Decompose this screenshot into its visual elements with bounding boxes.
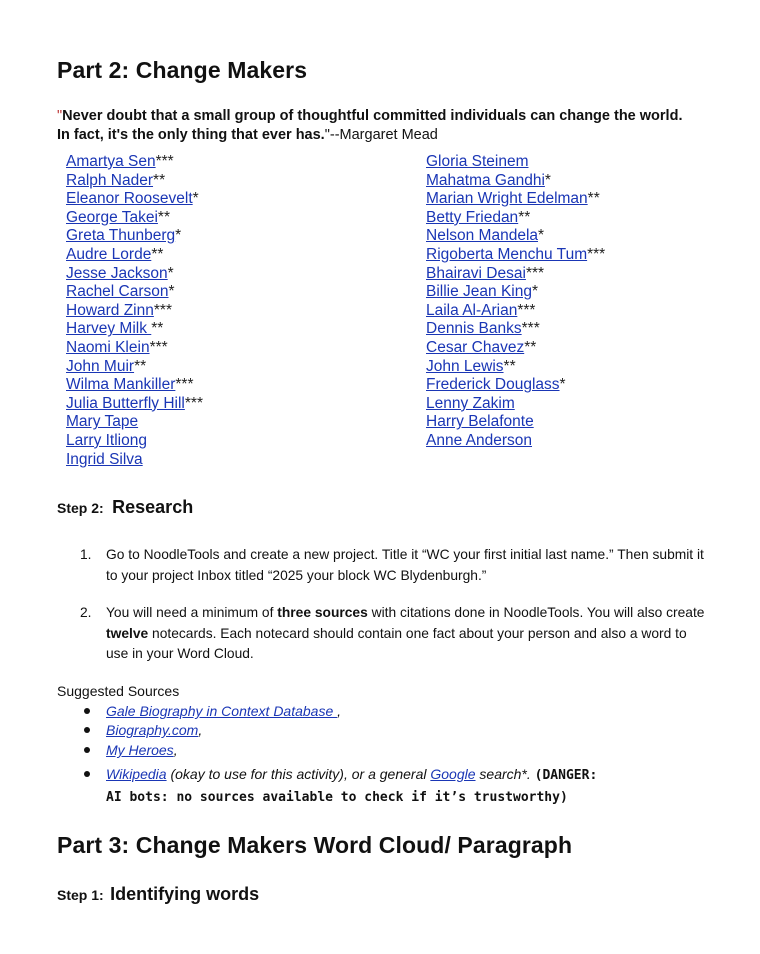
priority-stars: *: [167, 264, 174, 282]
name-link[interactable]: Eleanor Roosevelt: [66, 190, 193, 208]
priority-stars: ***: [517, 301, 536, 319]
source-link-myheroes[interactable]: My Heroes: [106, 742, 174, 758]
name-link[interactable]: Bhairavi Desai: [426, 264, 526, 282]
name-entry: [426, 172, 605, 191]
priority-stars: ***: [155, 153, 174, 170]
step2-title: Research: [112, 497, 194, 517]
step-item-text: Go to NoodleTools and create a new project. Title it “WC your first initial last name.” Then submit it to your project Inbox titled “2025 your block WC Blydenburgh.”: [106, 547, 704, 583]
priority-stars: *: [168, 283, 175, 301]
name-entry: [66, 358, 203, 377]
priority-stars: **: [587, 190, 600, 208]
name-link[interactable]: Harry Belafonte: [426, 413, 534, 431]
name-entry: [66, 432, 203, 451]
priority-stars: *: [538, 227, 545, 245]
name-entry: [426, 227, 605, 246]
name-entry: [426, 395, 605, 414]
name-entry: [66, 451, 203, 470]
name-entry: [426, 432, 605, 451]
name-entry: [426, 190, 605, 209]
name-link[interactable]: Julia Butterfly Hill: [66, 394, 185, 412]
name-link[interactable]: Rachel Carson: [66, 283, 169, 301]
name-entry: [426, 209, 605, 228]
quote-open: ": [57, 108, 63, 124]
name-link[interactable]: Dennis Banks: [426, 320, 522, 338]
name-link[interactable]: Jesse Jackson: [66, 264, 168, 282]
quote-close: ": [324, 127, 330, 143]
source-punct: ,: [173, 742, 178, 758]
name-link[interactable]: Cesar Chavez: [426, 338, 525, 356]
bullet-icon: [84, 747, 90, 753]
name-entry: [66, 302, 203, 321]
name-link[interactable]: Billie Jean King: [426, 283, 532, 301]
name-entry: [66, 395, 203, 414]
priority-stars: ***: [521, 320, 540, 338]
name-link[interactable]: Larry Itliong: [66, 431, 147, 449]
name-link[interactable]: Gloria Steinem: [426, 153, 529, 170]
name-link[interactable]: Naomi Klein: [66, 338, 150, 356]
name-entry: [426, 413, 605, 432]
name-entry: [426, 265, 605, 284]
name-entry: [66, 320, 203, 339]
bullet-icon: [84, 771, 90, 777]
step-text-bold: twelve: [106, 625, 149, 641]
sources-title: Suggested Sources: [57, 683, 180, 699]
name-link[interactable]: Frederick Douglass: [426, 376, 560, 394]
name-entry: [66, 339, 203, 358]
name-entry: [426, 358, 605, 377]
priority-stars: **: [524, 338, 537, 356]
priority-stars: **: [518, 208, 531, 226]
name-link[interactable]: Ingrid Silva: [66, 450, 143, 468]
step-item-number: 1.: [80, 547, 92, 562]
priority-stars: *: [192, 190, 199, 208]
step1-label: Step 1:: [57, 887, 104, 903]
name-link[interactable]: Wilma Mankiller: [66, 376, 176, 394]
name-link[interactable]: John Lewis: [426, 357, 504, 375]
priority-stars: **: [503, 357, 516, 375]
name-entry: [426, 283, 605, 302]
name-link[interactable]: Mary Tape: [66, 413, 139, 431]
priority-stars: *: [175, 227, 182, 245]
name-entry: [426, 376, 605, 395]
name-link[interactable]: Mahatma Gandhi: [426, 171, 545, 189]
priority-stars: *: [531, 283, 539, 301]
names-left-column: [66, 153, 203, 469]
step-text-part: You will need a minimum of: [106, 605, 278, 620]
name-entry: [66, 227, 203, 246]
name-entry: [66, 413, 203, 432]
quote: [57, 107, 697, 145]
name-link[interactable]: Rigoberta Menchu Tum: [426, 245, 588, 263]
source-punct: ,: [198, 722, 203, 738]
danger-label: (DANGER:: [534, 768, 598, 783]
part2-title: Part 2: Change Makers: [57, 57, 308, 83]
name-entry: [426, 320, 605, 339]
priority-stars: ***: [175, 376, 194, 394]
name-entry: [66, 190, 203, 209]
name-link[interactable]: Betty Friedan: [426, 208, 519, 226]
priority-stars: ***: [525, 264, 545, 282]
priority-stars: **: [151, 320, 164, 338]
source-link-google[interactable]: Google: [430, 766, 476, 782]
name-entry: [66, 265, 203, 284]
step1-heading: [57, 884, 259, 905]
names-right-column: [426, 153, 605, 451]
name-link[interactable]: Audre Lorde: [66, 245, 152, 263]
step2-heading: [57, 497, 193, 518]
name-link[interactable]: Harvey Milk: [66, 320, 152, 338]
part3-title: Part 3: Change Makers Word Cloud/ Paragraph: [57, 832, 573, 858]
step-item-text: [106, 603, 706, 665]
step-text-part: with citations done in NoodleTools. You will also create: [367, 605, 705, 620]
priority-stars: ***: [149, 338, 168, 356]
name-link[interactable]: Laila Al-Arian: [426, 301, 518, 319]
name-entry: [66, 246, 203, 265]
quote-attribution: --Margaret Mead: [329, 127, 438, 143]
name-link[interactable]: Lenny Zakim: [426, 394, 515, 412]
source-punct: search*.: [475, 766, 535, 782]
name-entry: [426, 302, 605, 321]
step2-label: Step 2:: [57, 500, 104, 516]
source-link-wikipedia[interactable]: Wikipedia: [106, 766, 167, 782]
name-link[interactable]: Marian Wright Edelman: [426, 190, 588, 208]
priority-stars: *: [544, 171, 551, 189]
priority-stars: **: [153, 171, 166, 189]
bullet-icon: [84, 727, 90, 733]
name-entry: [66, 153, 203, 172]
name-link[interactable]: Howard Zinn: [66, 301, 154, 319]
step-text-part: notecards. Each notecard should contain one fact about your person and also a word to use in your Word Cloud.: [106, 625, 687, 661]
name-link[interactable]: Amartya Sen: [66, 153, 156, 170]
name-link[interactable]: Greta Thunberg: [66, 227, 176, 245]
bullet-icon: [84, 708, 90, 714]
name-entry: [66, 172, 203, 191]
danger-note: AI bots: no sources available to check if it’s trustworthy): [106, 790, 568, 805]
source-note: (okay to use for this activity), or a general: [166, 766, 431, 782]
priority-stars: ***: [184, 394, 203, 412]
source-link-gale[interactable]: Gale Biography in Context Database: [106, 703, 338, 719]
name-entry: [66, 376, 203, 395]
name-entry: [66, 283, 203, 302]
name-entry: [426, 246, 605, 265]
name-link[interactable]: John Muir: [66, 357, 135, 375]
step-text-bold: three sources: [277, 605, 368, 620]
priority-stars: **: [151, 245, 164, 263]
source-link-biography[interactable]: Biography.com: [106, 722, 199, 738]
source-punct: ,: [337, 703, 342, 719]
name-entry: [426, 153, 605, 172]
name-entry: [426, 339, 605, 358]
name-link[interactable]: Ralph Nader: [66, 171, 154, 189]
priority-stars: ***: [153, 301, 172, 319]
step-item-number: 2.: [80, 605, 92, 620]
priority-stars: ***: [587, 245, 606, 263]
name-link[interactable]: Nelson Mandela: [426, 227, 539, 245]
quote-text: Never doubt that a small group of thoughtful committed individuals can change the world. In fact, it's the only thing that ever has.: [57, 108, 683, 143]
step1-title: Identifying words: [110, 884, 260, 904]
name-entry: [66, 209, 203, 228]
priority-stars: *: [559, 376, 566, 394]
name-link[interactable]: Anne Anderson: [426, 431, 533, 449]
priority-stars: **: [134, 357, 147, 375]
priority-stars: **: [157, 208, 170, 226]
name-link[interactable]: George Takei: [66, 208, 158, 226]
